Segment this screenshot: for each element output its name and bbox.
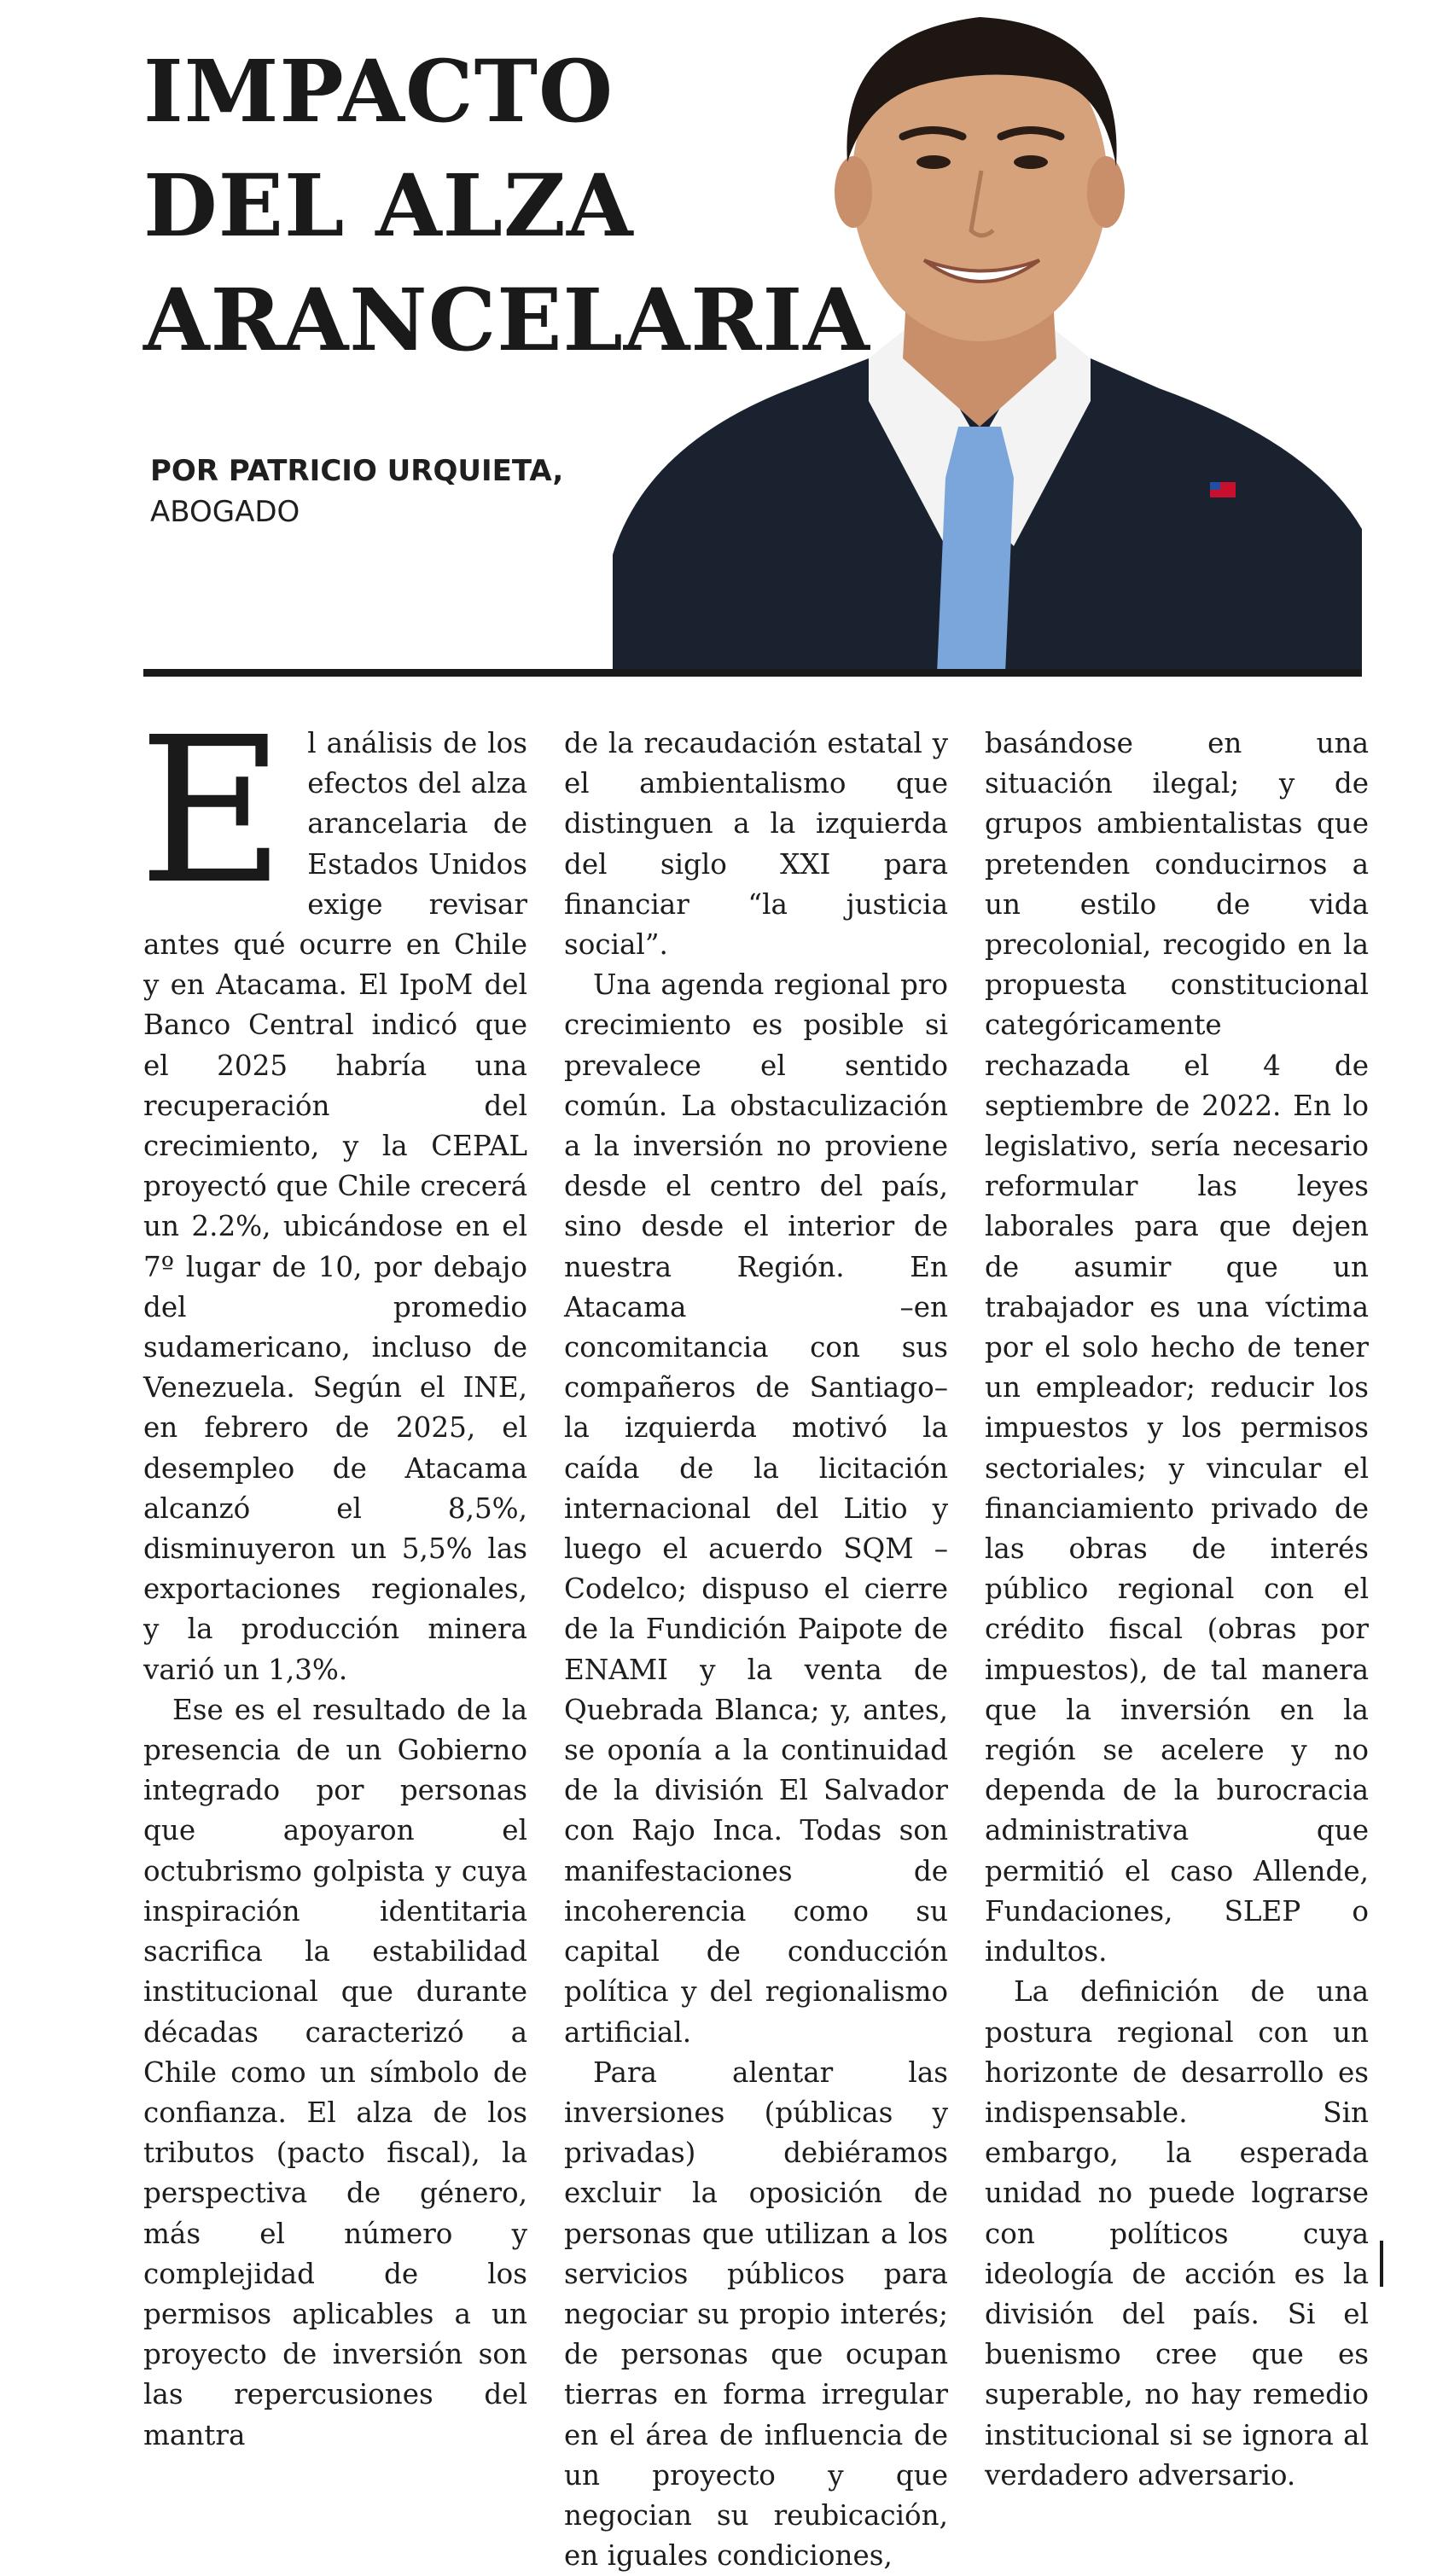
author-portrait: [613, 0, 1362, 674]
byline: [150, 451, 563, 532]
portrait-eye-left: [916, 155, 951, 169]
paragraph-text: l análisis de los efectos del alza arancelaria de Estados Unidos exige revisar antes qué ocurre en Chile y en Atacama. El IpoM del Banco Central indicó que el 2025 habría una recuperación del crecimiento, y la CEPAL proyectó que Chile crecerá un 2.2%, ubicándose en el 7º lugar de 10, por debajo del promedio sudamericano, incluso de Venezuela. Según el INE, en febrero de 2025, el desempleo de Atacama alcanzó el 8,5%, disminuyeron un 5,5% las exportaciones regionales, y la producción minera varió un 1,3%.: [143, 727, 527, 1686]
byline-author: POR PATRICIO URQUIETA,: [150, 454, 564, 488]
headline-line-2: DEL ALZA: [143, 155, 634, 256]
byline-role: ABOGADO: [150, 495, 300, 529]
portrait-lapel-pin-stripe: [1210, 482, 1220, 490]
article-paragraph: Una agenda regional pro crecimiento es posible si prevalece el sentido común. La obstaculización a la inversión no proviene desde el centro del país, sino desde el interior de nuestra Región. En Atacama –en concomitancia con sus compañeros de Santiago– la izquierda motivó la caída de la licitación internacional del Litio y luego el acuerdo SQM – Codelco; dispuso el cierre de la Fundición Paipote de ENAMI y la venta de Quebrada Blanca; y, antes, se oponía a la continuidad de la división El Salvador con Rajo Inca. Todas son manifestaciones de incoherencia como su capital de conducción política y del regionalismo artificial.: [564, 968, 948, 2049]
drop-cap: E: [138, 694, 286, 928]
portrait-ear-left: [835, 156, 872, 228]
article-column-2: [564, 724, 948, 2573]
article-paragraph: Para alentar las inversiones (públicas y privadas) debiéramos excluir la oposición de personas que utilizan a los servicios públicos para negociar su propio interés; de personas que ocupan tierras en forma irregular en el área de influencia de un proyecto y que negocian su reubicación, en iguales condiciones,: [564, 2056, 948, 2573]
portrait-ear-right: [1087, 156, 1125, 228]
header-rule: [143, 669, 1362, 677]
headline-line-1: IMPACTO: [143, 41, 614, 142]
article-column-1: [138, 694, 527, 2451]
article-paragraph-continued: de la recaudación estatal y el ambientalismo que distinguen a la izquierda del siglo XXI para financiar “la justicia social”.: [564, 727, 948, 962]
article-paragraph: Ese es el resultado de la presencia de un Gobierno integrado por personas que apoyaron el octubrismo golpista y cuya inspiración identitaria sacrifica la estabilidad institucional que durante décadas caracterizó a Chile como un símbolo de confianza. El alza de los tributos (pacto fiscal), la perspectiva de género, más el número y complejidad de los permisos aplicables a un proyecto de inversión son las repercusiones del mantra: [143, 1693, 527, 2451]
article-paragraph-continued: basándose en una situación ilegal; y de grupos ambientalistas que pretenden conducirnos a un estilo de vida precolonial, recogido en la propuesta constitucional categóricamente rechazada el 4 de septiembre de 2022. En lo legislativo, sería necesario reformular las leyes laborales para que dejen de asumir que un trabajador es una víctima por el solo hecho de tener un empleador; reducir los impuestos y los permisos sectoriales; y vincular el financiamiento privado de las obras de interés público regional con el crédito fiscal (obras por impuestos), de tal manera que la inversión en la región se acelere y no dependa de la burocracia administrativa que permitió el caso Allende, Fundaciones, SLEP o indultos.: [985, 727, 1369, 1968]
portrait-eye-right: [1014, 155, 1048, 169]
end-of-article-mark: [1380, 2241, 1383, 2287]
article-paragraph: [138, 694, 527, 1690]
article-paragraph: La definición de una postura regional con un horizonte de desarrollo es indispensable. Sin embargo, la esperada unidad no puede lograrse con políticos cuya ideología de acción es la división del país. Si el buenismo cree que es superable, no hay remedio institucional si se ignora al verdadero adversario.: [985, 1975, 1369, 2492]
article-column-3: [985, 724, 1369, 2492]
headline-line-3: ARANCELARIA: [143, 270, 870, 370]
